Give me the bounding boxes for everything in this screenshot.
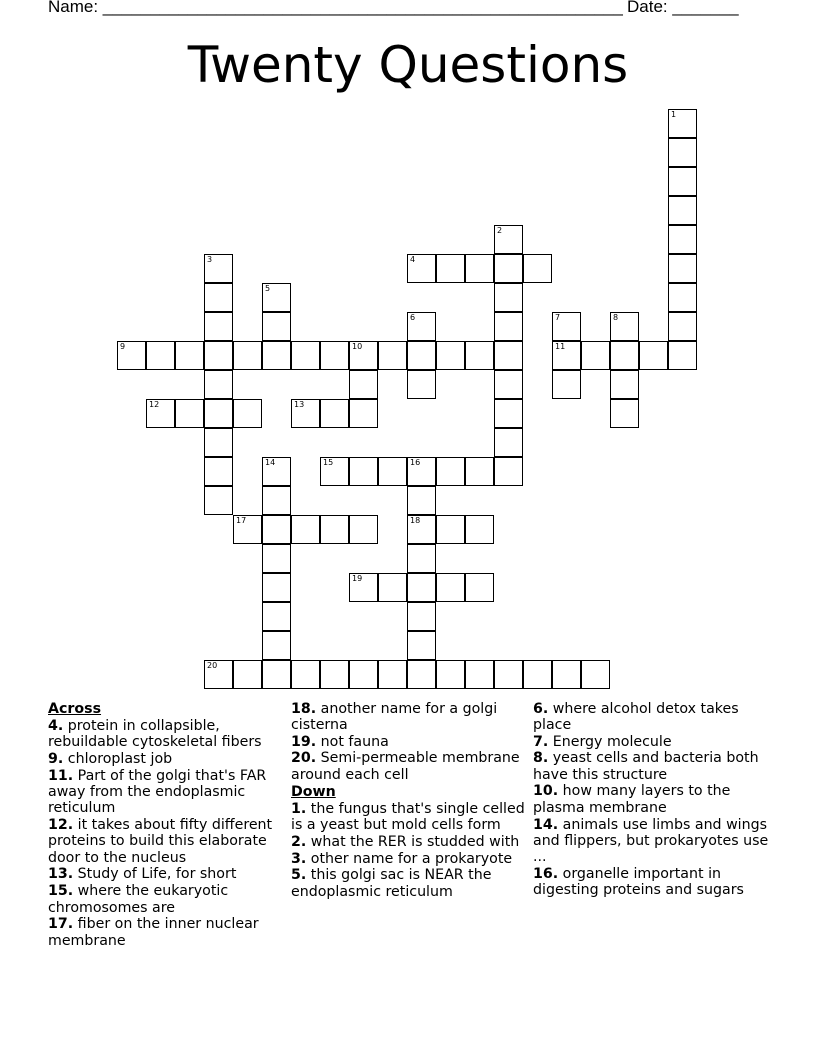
grid-cell[interactable] <box>436 573 465 602</box>
clue-number: 1 <box>671 110 677 119</box>
grid-cell[interactable] <box>291 341 320 370</box>
grid-cell[interactable] <box>494 370 523 399</box>
grid-cell[interactable] <box>320 457 349 486</box>
clue-number: 2 <box>497 226 503 235</box>
grid-cell[interactable] <box>204 428 233 457</box>
clue-number: 17 <box>236 516 247 525</box>
grid-cell[interactable] <box>407 631 436 660</box>
clue-number: 9 <box>120 342 126 351</box>
grid-cell[interactable] <box>407 370 436 399</box>
clue-number: 3 <box>207 255 213 264</box>
grid-cell[interactable] <box>262 283 291 312</box>
grid-cell[interactable] <box>668 109 697 138</box>
clue-across-15: 15. where the eukaryotic chromosomes are <box>48 883 229 916</box>
clue-across-11: 11. Part of the golgi that's FAR away from the endoplasmic reticulum <box>48 767 267 817</box>
grid-cell[interactable] <box>407 660 436 689</box>
grid-cell[interactable] <box>146 399 175 428</box>
grid-cell[interactable] <box>233 399 262 428</box>
grid-cell[interactable] <box>378 660 407 689</box>
grid-cell[interactable] <box>262 486 291 515</box>
grid-cell[interactable] <box>262 660 291 689</box>
grid-cell[interactable] <box>668 341 697 370</box>
grid-cell[interactable] <box>320 660 349 689</box>
grid-cell[interactable] <box>610 399 639 428</box>
clue-down-3: 3. other name for a prokaryote <box>291 850 513 867</box>
clue-down-10: 10. how many layers to the plasma membrane <box>533 783 731 816</box>
grid-cell[interactable] <box>436 515 465 544</box>
grid-cell[interactable] <box>320 399 349 428</box>
clue-down-5: 5. this golgi sac is NEAR the endoplasmic reticulum <box>291 867 492 900</box>
grid-cell[interactable] <box>494 312 523 341</box>
clue-number: 7 <box>555 313 561 322</box>
grid-cell[interactable] <box>407 602 436 631</box>
clue-number: 12 <box>149 400 160 409</box>
grid-cell[interactable] <box>494 399 523 428</box>
grid-cell[interactable] <box>204 457 233 486</box>
grid-cell[interactable] <box>523 254 552 283</box>
grid-cell[interactable] <box>668 167 697 196</box>
clue-across-9: 9. chloroplast job <box>48 750 173 767</box>
grid-cell[interactable] <box>436 254 465 283</box>
grid-cell[interactable] <box>175 341 204 370</box>
clues-column-2 <box>291 700 527 900</box>
grid-cell[interactable] <box>581 341 610 370</box>
grid-cell[interactable] <box>233 341 262 370</box>
grid-cell[interactable] <box>465 573 494 602</box>
grid-cell[interactable] <box>465 515 494 544</box>
grid-cell[interactable] <box>465 457 494 486</box>
grid-cell[interactable] <box>349 399 378 428</box>
grid-cell[interactable] <box>262 544 291 573</box>
clue-across-12: 12. it takes about fifty different proteins to build this elaborate door to the nucleus <box>48 817 273 866</box>
grid-cell[interactable] <box>349 515 378 544</box>
clue-number: 8 <box>613 313 619 322</box>
grid-cell[interactable] <box>639 341 668 370</box>
page-title: Twenty Questions <box>187 36 629 94</box>
grid-cell[interactable] <box>494 225 523 254</box>
clue-number: 5 <box>265 284 271 293</box>
clue-down-2: 2. what the RER is studded with <box>291 833 520 850</box>
grid-cell[interactable] <box>407 341 436 370</box>
grid-cell[interactable] <box>407 312 436 341</box>
clue-number: 19 <box>352 574 363 583</box>
grid-cell[interactable] <box>233 515 262 544</box>
clue-down-14: 14. animals use limbs and wings and flippers, but prokaryotes use ... <box>533 816 769 866</box>
clue-down-6: 6. where alcohol detox takes place <box>533 700 739 733</box>
grid-cell[interactable] <box>291 515 320 544</box>
grid-cell[interactable] <box>552 341 581 370</box>
grid-cell[interactable] <box>494 660 523 689</box>
clue-down-8: 8. yeast cells and bacteria both have this structure <box>533 750 759 783</box>
clue-number: 13 <box>294 400 305 409</box>
grid-cell[interactable] <box>320 515 349 544</box>
grid-cell[interactable] <box>494 341 523 370</box>
grid-cell[interactable] <box>668 196 697 225</box>
grid-cell[interactable] <box>610 312 639 341</box>
clue-number: 6 <box>410 313 416 322</box>
grid-cell[interactable] <box>668 254 697 283</box>
grid-cell[interactable] <box>262 573 291 602</box>
grid-cell[interactable] <box>436 341 465 370</box>
grid-cell[interactable] <box>204 312 233 341</box>
grid-cell[interactable] <box>204 370 233 399</box>
grid-cell[interactable] <box>494 254 523 283</box>
clue-number: 16 <box>410 458 421 467</box>
grid-cell[interactable] <box>262 631 291 660</box>
grid-cell[interactable] <box>581 660 610 689</box>
grid-cell[interactable] <box>407 486 436 515</box>
grid-cell[interactable] <box>262 602 291 631</box>
grid-cell[interactable] <box>407 515 436 544</box>
grid-cell[interactable] <box>175 399 204 428</box>
grid-cell[interactable] <box>320 341 349 370</box>
clue-number: 11 <box>555 342 566 351</box>
grid-cell[interactable] <box>378 341 407 370</box>
across-heading: Across <box>48 701 102 717</box>
grid-cell[interactable] <box>465 254 494 283</box>
grid-cell[interactable] <box>407 544 436 573</box>
grid-cell[interactable] <box>233 660 262 689</box>
grid-cell[interactable] <box>610 370 639 399</box>
grid-cell[interactable] <box>407 457 436 486</box>
grid-cell[interactable] <box>349 370 378 399</box>
clue-down-7: 7. Energy molecule <box>533 733 672 750</box>
grid-cell[interactable] <box>349 457 378 486</box>
clue-down-1: 1. the fungus that's single celled is a yeast but mold cells form <box>291 800 525 834</box>
grid-cell[interactable] <box>204 486 233 515</box>
clue-across-4: 4. protein in collapsible, rebuildable cytoskeletal fibers <box>48 717 262 751</box>
grid-cell[interactable] <box>146 341 175 370</box>
grid-cell[interactable] <box>262 457 291 486</box>
grid-cell[interactable] <box>494 457 523 486</box>
grid-cell[interactable] <box>436 457 465 486</box>
grid-cell[interactable] <box>407 254 436 283</box>
grid-cell[interactable] <box>610 341 639 370</box>
clues-column-3 <box>533 700 769 899</box>
grid-cell[interactable] <box>668 283 697 312</box>
grid-cell[interactable] <box>291 399 320 428</box>
clue-down-16: 16. organelle important in digesting proteins and sugars <box>533 865 744 899</box>
grid-cell[interactable] <box>262 312 291 341</box>
grid-cell[interactable] <box>204 399 233 428</box>
clue-number: 4 <box>410 255 416 264</box>
grid-cell[interactable] <box>204 660 233 689</box>
clue-number: 14 <box>265 458 276 467</box>
clue-across-18: 18. another name for a golgi cisterna <box>291 700 498 733</box>
clue-across-17: 17. fiber on the inner nuclear membrane <box>48 916 259 949</box>
grid-cell[interactable] <box>262 341 291 370</box>
name-field-label: Name: _______________________________________________________ <box>48 0 623 16</box>
grid-cell[interactable] <box>349 573 378 602</box>
clues-column-1 <box>48 700 284 949</box>
grid-cell[interactable] <box>668 312 697 341</box>
clue-across-20: 20. Semi-permeable membrane around each cell <box>291 750 520 783</box>
down-heading: Down <box>291 783 336 800</box>
grid-cell[interactable] <box>262 515 291 544</box>
grid-cell[interactable] <box>349 660 378 689</box>
clue-number: 18 <box>410 516 421 525</box>
clue-number: 20 <box>207 661 218 670</box>
clue-across-19: 19. not fauna <box>291 733 389 750</box>
grid-cell[interactable] <box>668 225 697 254</box>
clue-across-13: 13. Study of Life, for short <box>48 866 237 883</box>
grid-cell[interactable] <box>436 660 465 689</box>
grid-cell[interactable] <box>349 341 378 370</box>
date-field-label: Date: _______ <box>627 0 739 16</box>
grid-cell[interactable] <box>204 341 233 370</box>
grid-cell[interactable] <box>552 370 581 399</box>
grid-cell[interactable] <box>117 341 146 370</box>
grid-cell[interactable] <box>494 428 523 457</box>
clue-number: 10 <box>352 342 363 351</box>
grid-cell[interactable] <box>523 660 552 689</box>
grid-cell[interactable] <box>668 138 697 167</box>
grid-cell[interactable] <box>378 573 407 602</box>
grid-cell[interactable] <box>407 573 436 602</box>
grid-cell[interactable] <box>465 341 494 370</box>
clue-number: 15 <box>323 458 334 467</box>
grid-cell[interactable] <box>552 312 581 341</box>
grid-cell[interactable] <box>552 660 581 689</box>
grid-cell[interactable] <box>291 660 320 689</box>
grid-cell[interactable] <box>204 283 233 312</box>
grid-cell[interactable] <box>494 283 523 312</box>
grid-cell[interactable] <box>465 660 494 689</box>
grid-cell[interactable] <box>378 457 407 486</box>
grid-cell[interactable] <box>204 254 233 283</box>
